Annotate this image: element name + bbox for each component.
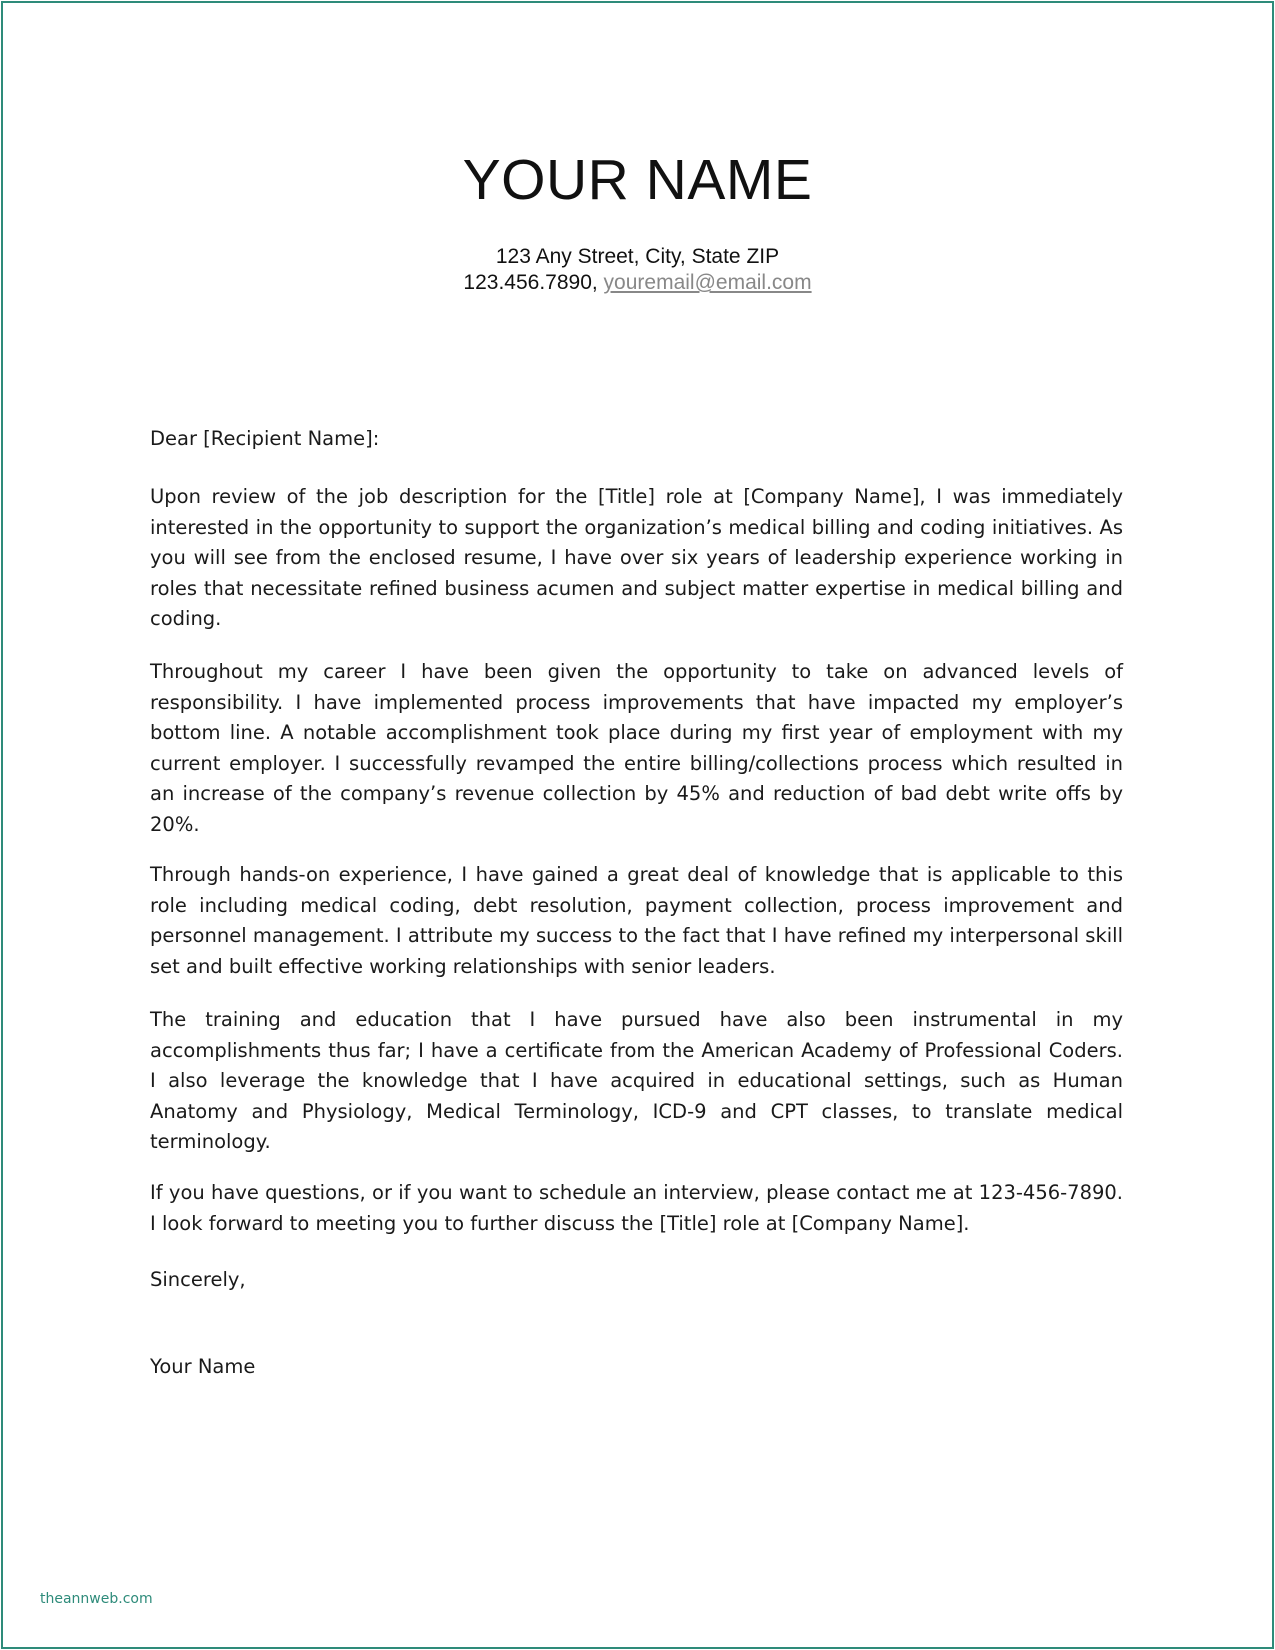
paragraph-2: Throughout my career I have been given the opportunity to take on advanced levels of responsibility. I have implemented process improvements that have impacted my employer’s bottom line. A notable accomplishment took place during my first year of employment with my current employer. I successfully revamped the entire billing/collections process which resulted in an increase of the company’s revenue collection by 45% and reduction of bad debt write offs by 20%. xyxy=(150,660,1123,836)
letterhead-phone: 123.456.7890, xyxy=(463,271,604,294)
watermark: theannweb.com xyxy=(40,1591,153,1607)
paragraph-5: If you have questions, or if you want to schedule an interview, please contact me at 123-456-7890. I look forward to meeting you to further discuss the [Title] role at [Company Name]. xyxy=(150,1181,1123,1235)
paragraph-3: Through hands-on experience, I have gained a great deal of knowledge that is applicable to this role including medical coding, debt resolution, payment collection, process improvement and personnel management. I attribute my success to the fact that I have refined my interpersonal skill set and built effective working relationships with senior leaders. xyxy=(150,863,1123,978)
paragraph-4: The training and education that I have pursued have also been instrumental in my accomplishments thus far; I have a certificate from the American Academy of Professional Coders. I also leverage the knowledge that I have acquired in educational settings, such as Human Anatomy and Physiology, Medical Terminology, ICD-9 and CPT classes, to translate medical terminology. xyxy=(150,1008,1123,1153)
salutation: Dear [Recipient Name]: xyxy=(150,427,380,450)
paragraph-1: Upon review of the job description for the [Title] role at [Company Name], I was immediately interested in the opportunity to support the organization’s medical billing and coding initiatives. As you will see from the enclosed resume, I have over six years of leadership experience working in roles that necessitate refined business acumen and subject matter expertise in medical billing and coding. xyxy=(150,485,1123,630)
closing: Sincerely, xyxy=(150,1268,246,1291)
letterhead-name: YOUR NAME xyxy=(462,148,813,212)
letterhead-contact xyxy=(0,270,1275,296)
signature-name: Your Name xyxy=(150,1355,256,1378)
letterhead-address: 123 Any Street, City, State ZIP xyxy=(495,245,780,268)
email-link[interactable]: youremail@email.com xyxy=(603,271,812,294)
